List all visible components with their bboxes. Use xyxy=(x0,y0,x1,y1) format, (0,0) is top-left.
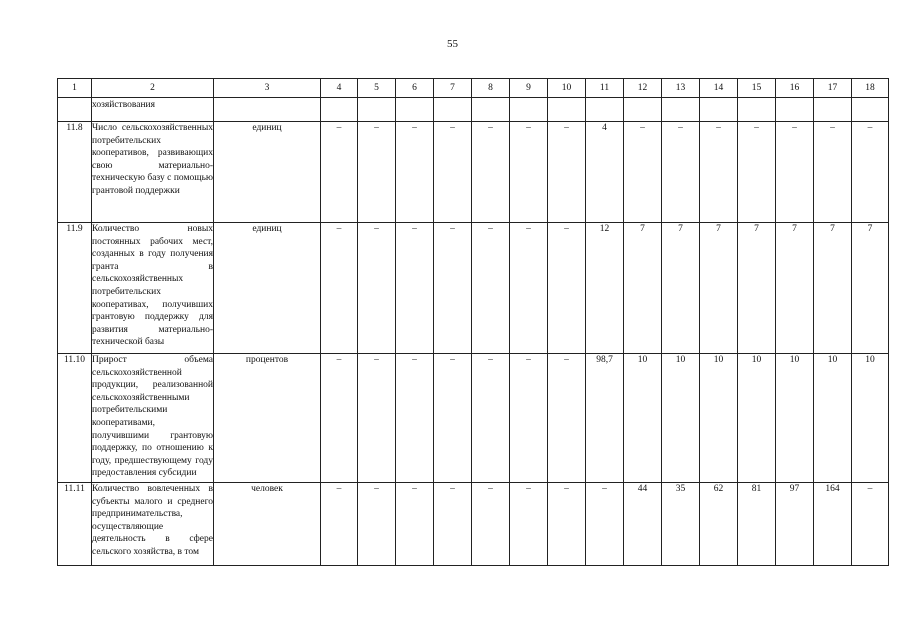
indicator-name: хозяйствования xyxy=(92,98,214,122)
column-header: 18 xyxy=(852,79,889,98)
value-cell: 97 xyxy=(776,483,814,566)
value-cell: – xyxy=(358,223,396,354)
value-cell: – xyxy=(434,223,472,354)
column-header: 17 xyxy=(814,79,852,98)
column-header: 11 xyxy=(586,79,624,98)
value-cell: – xyxy=(396,354,434,483)
table-row xyxy=(58,223,889,354)
value-cell xyxy=(472,98,510,122)
column-header: 13 xyxy=(662,79,700,98)
value-cell: – xyxy=(776,122,814,223)
value-cell: – xyxy=(852,483,889,566)
value-cell xyxy=(776,98,814,122)
value-cell: – xyxy=(586,483,624,566)
value-cell xyxy=(510,98,548,122)
row-index xyxy=(58,98,92,122)
column-header: 4 xyxy=(321,79,358,98)
table-row xyxy=(58,483,889,566)
value-cell: 4 xyxy=(586,122,624,223)
value-cell xyxy=(852,98,889,122)
value-cell: – xyxy=(510,223,548,354)
value-cell: – xyxy=(396,483,434,566)
value-cell xyxy=(434,98,472,122)
value-cell: – xyxy=(321,122,358,223)
column-header: 12 xyxy=(624,79,662,98)
value-cell: – xyxy=(321,483,358,566)
value-cell xyxy=(586,98,624,122)
table-row xyxy=(58,354,889,483)
value-cell: 7 xyxy=(624,223,662,354)
value-cell: – xyxy=(321,354,358,483)
column-header: 1 xyxy=(58,79,92,98)
column-header: 16 xyxy=(776,79,814,98)
value-cell: – xyxy=(396,122,434,223)
value-cell: 10 xyxy=(624,354,662,483)
column-header: 2 xyxy=(92,79,214,98)
value-cell: 164 xyxy=(814,483,852,566)
value-cell: 10 xyxy=(776,354,814,483)
value-cell: 7 xyxy=(852,223,889,354)
value-cell: 44 xyxy=(624,483,662,566)
value-cell xyxy=(738,98,776,122)
value-cell: – xyxy=(472,354,510,483)
value-cell: 10 xyxy=(662,354,700,483)
column-header: 9 xyxy=(510,79,548,98)
value-cell: – xyxy=(510,483,548,566)
page-number: 55 xyxy=(447,38,458,50)
column-header: 10 xyxy=(548,79,586,98)
indicator-name: Число сельскохозяйственных потребительских кооперативов, развивающих свою материально-техническую базу с помощью грантовой поддержки xyxy=(92,122,214,223)
value-cell: – xyxy=(321,223,358,354)
value-cell xyxy=(396,98,434,122)
value-cell: – xyxy=(510,354,548,483)
column-header: 3 xyxy=(214,79,321,98)
row-index: 11.10 xyxy=(58,354,92,483)
value-cell: – xyxy=(396,223,434,354)
unit-cell xyxy=(214,98,321,122)
value-cell: 81 xyxy=(738,483,776,566)
value-cell: – xyxy=(434,122,472,223)
value-cell xyxy=(548,98,586,122)
value-cell: – xyxy=(472,483,510,566)
unit-cell: единиц xyxy=(214,223,321,354)
unit-cell: единиц xyxy=(214,122,321,223)
column-header: 14 xyxy=(700,79,738,98)
value-cell: 10 xyxy=(852,354,889,483)
value-cell: 7 xyxy=(700,223,738,354)
value-cell: – xyxy=(472,223,510,354)
indicator-name: Количество новых постоянных рабочих мест, созданных в году получения гранта в сельскохозяйственных потребительских кооперативах, получивших грантовую поддержку для развития материально-технической базы xyxy=(92,223,214,354)
column-header: 5 xyxy=(358,79,396,98)
table-row xyxy=(58,98,889,122)
value-cell: 98,7 xyxy=(586,354,624,483)
unit-cell: процентов xyxy=(214,354,321,483)
value-cell: – xyxy=(662,122,700,223)
row-index: 11.8 xyxy=(58,122,92,223)
value-cell: 7 xyxy=(662,223,700,354)
row-index: 11.9 xyxy=(58,223,92,354)
value-cell: 7 xyxy=(814,223,852,354)
indicator-name: Прирост объема сельскохозяйственной продукции, реализованной сельскохозяйственными потребительскими кооперативами, получившими грантовую поддержку, по отношению к году, предшествующему году предоставления субсидии xyxy=(92,354,214,483)
value-cell xyxy=(624,98,662,122)
row-index: 11.11 xyxy=(58,483,92,566)
value-cell: – xyxy=(510,122,548,223)
value-cell: – xyxy=(814,122,852,223)
value-cell: – xyxy=(852,122,889,223)
column-header: 8 xyxy=(472,79,510,98)
value-cell: – xyxy=(624,122,662,223)
value-cell: – xyxy=(548,223,586,354)
value-cell: – xyxy=(548,483,586,566)
value-cell xyxy=(358,98,396,122)
column-header: 7 xyxy=(434,79,472,98)
value-cell: 10 xyxy=(700,354,738,483)
value-cell: – xyxy=(358,354,396,483)
value-cell: – xyxy=(548,354,586,483)
value-cell: 35 xyxy=(662,483,700,566)
value-cell: 12 xyxy=(586,223,624,354)
header-row xyxy=(58,79,889,98)
indicators-table xyxy=(57,78,889,566)
value-cell: – xyxy=(434,483,472,566)
column-header: 15 xyxy=(738,79,776,98)
value-cell: – xyxy=(548,122,586,223)
value-cell: – xyxy=(358,483,396,566)
value-cell: – xyxy=(358,122,396,223)
value-cell: – xyxy=(472,122,510,223)
value-cell: 7 xyxy=(738,223,776,354)
value-cell: 10 xyxy=(814,354,852,483)
value-cell xyxy=(662,98,700,122)
value-cell: – xyxy=(434,354,472,483)
value-cell xyxy=(321,98,358,122)
value-cell: 62 xyxy=(700,483,738,566)
value-cell xyxy=(700,98,738,122)
value-cell: 10 xyxy=(738,354,776,483)
column-header: 6 xyxy=(396,79,434,98)
value-cell xyxy=(814,98,852,122)
value-cell: – xyxy=(738,122,776,223)
value-cell: 7 xyxy=(776,223,814,354)
unit-cell: человек xyxy=(214,483,321,566)
value-cell: – xyxy=(700,122,738,223)
indicator-name: Количество вовлеченных в субъекты малого и среднего предпринимательства, осуществляющие деятельность в сфере сельского хозяйства, в том xyxy=(92,483,214,566)
table-row xyxy=(58,122,889,223)
